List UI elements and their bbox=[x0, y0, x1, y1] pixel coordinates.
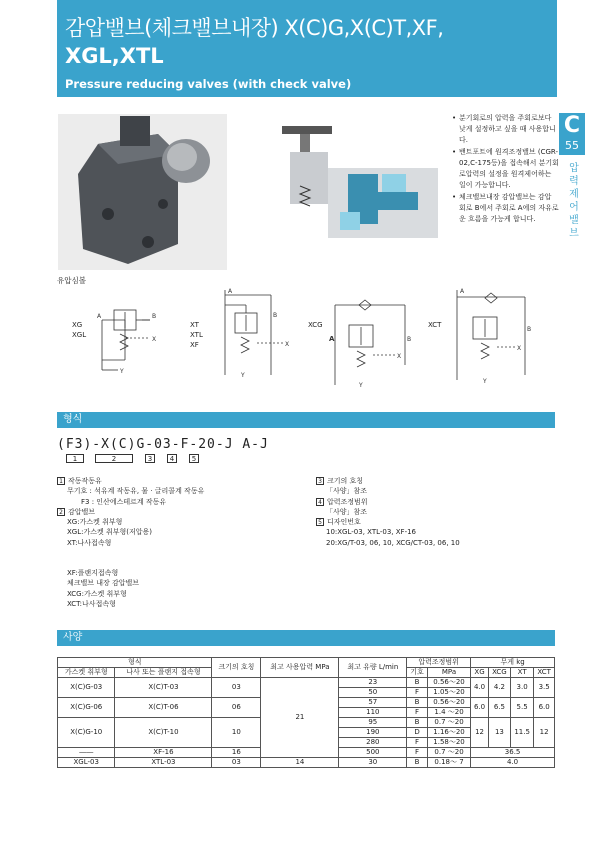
cell-symbol: F bbox=[407, 738, 428, 748]
cell-weight: 11.5 bbox=[510, 718, 533, 748]
chapter-name: 압력제어밸브 bbox=[569, 163, 579, 239]
svg-text:Y: Y bbox=[483, 378, 487, 385]
cell-weight: 6.0 bbox=[471, 698, 489, 718]
legend-item: XCG:가스켓 취부형 bbox=[67, 589, 127, 598]
cell-range: 1.4 ～20 bbox=[427, 708, 470, 718]
cell-symbol: B bbox=[407, 678, 428, 688]
svg-text:B: B bbox=[152, 313, 157, 320]
symbol-label: XTL bbox=[190, 331, 203, 339]
legend-item: 작동작동유 bbox=[68, 477, 102, 485]
legend-item: XT:나사접속형 bbox=[67, 538, 112, 547]
cell-range: 1.05～20 bbox=[427, 688, 470, 698]
legend-item: 감압밸브 bbox=[68, 507, 96, 516]
svg-text:B: B bbox=[407, 336, 412, 343]
feature-notes bbox=[452, 113, 560, 226]
legend-item: 압력조정범위 bbox=[327, 497, 368, 506]
table-row bbox=[58, 678, 555, 688]
legend-item: XCT:나사접속형 bbox=[67, 599, 116, 608]
code-box: 4 bbox=[167, 454, 177, 463]
cell-flow: 280 bbox=[339, 738, 407, 748]
svg-text:Y: Y bbox=[241, 372, 245, 379]
cell-weight: 3.0 bbox=[510, 678, 533, 698]
svg-text:A: A bbox=[97, 313, 102, 320]
legend-item: 「사양」참조 bbox=[326, 487, 368, 496]
th-size: 크기의 호칭 bbox=[212, 658, 261, 678]
cell-gasket-model: ―― bbox=[58, 748, 115, 758]
cell-thread-model: X(C)T-10 bbox=[115, 718, 212, 748]
cell-symbol: F bbox=[407, 708, 428, 718]
cell-weight: 4.0 bbox=[471, 678, 489, 698]
th-model: 형식 bbox=[58, 658, 212, 668]
cell-gasket-model: X(C)G-10 bbox=[58, 718, 115, 748]
th-range: 압력조정범위 bbox=[407, 658, 471, 668]
svg-text:A: A bbox=[329, 335, 335, 343]
cell-flow: 57 bbox=[339, 698, 407, 708]
svg-text:B: B bbox=[273, 312, 278, 319]
cell-weight: 36.5 bbox=[471, 748, 555, 758]
cell-size: 03 bbox=[212, 758, 261, 768]
cell-weight: 4.0 bbox=[471, 758, 555, 768]
cell-symbol: F bbox=[407, 748, 428, 758]
cell-range: 0.18～ 7 bbox=[427, 758, 470, 768]
legend-item: 체크밸브 내장 감압밸브 bbox=[67, 579, 140, 588]
cell-weight: 13 bbox=[488, 718, 510, 748]
symbol-label: XG bbox=[72, 321, 83, 329]
model-legend-right bbox=[316, 476, 460, 548]
legend-item: XF:플랜지접속형 bbox=[67, 569, 119, 578]
cell-weight: 4.2 bbox=[488, 678, 510, 698]
cell-gasket-model: X(C)G-03 bbox=[58, 678, 115, 698]
cell-size: 10 bbox=[212, 718, 261, 748]
cell-weight: 12 bbox=[534, 718, 555, 748]
th-gasket: 가스켓 취부형 bbox=[58, 668, 115, 678]
code-box: 1 bbox=[66, 454, 84, 463]
cell-weight: 6.5 bbox=[488, 698, 510, 718]
symbol-label: XCG bbox=[308, 321, 323, 329]
code-box: 3 bbox=[145, 454, 155, 463]
cell-flow: 95 bbox=[339, 718, 407, 728]
code-box: 2 bbox=[95, 454, 133, 463]
svg-text:X: X bbox=[152, 336, 157, 343]
cell-max-pressure: 21 bbox=[261, 678, 339, 758]
note-item: • 분기회로의 압력을 주회로보다 낮게 설정하고 싶을 때 사용합니다. bbox=[452, 113, 560, 146]
legend-item: 20:XG/T-03, 06, 10, XCG/CT-03, 06, 10 bbox=[326, 538, 460, 547]
model-code: (F3)-X(C)G-03-F-20-J A-J bbox=[57, 437, 269, 452]
item-number: 5 bbox=[316, 518, 324, 526]
svg-text:B: B bbox=[527, 326, 532, 333]
cell-range: 0.7 ～20 bbox=[427, 748, 470, 758]
th-xt: XT bbox=[510, 668, 533, 678]
symbol-heading: 유압심볼 bbox=[57, 276, 86, 285]
cell-range: 0.56～20 bbox=[427, 678, 470, 688]
cutaway-diagram bbox=[278, 114, 448, 248]
cell-symbol: F bbox=[407, 688, 428, 698]
legend-item: 크기의 호칭 bbox=[327, 477, 364, 485]
cell-range: 0.56～20 bbox=[427, 698, 470, 708]
page-number: 55 bbox=[565, 139, 579, 152]
model-legend-left bbox=[57, 476, 204, 609]
page-title: 감압밸브(체크밸브내장) X(C)G,X(C)T,XF, bbox=[65, 16, 444, 40]
symbol-xct bbox=[425, 285, 555, 395]
cell-flow: 23 bbox=[339, 678, 407, 688]
header-banner bbox=[57, 0, 557, 97]
svg-text:X: X bbox=[285, 341, 290, 348]
svg-text:A: A bbox=[460, 288, 465, 295]
svg-text:Y: Y bbox=[120, 368, 124, 375]
cell-flow: 190 bbox=[339, 728, 407, 738]
cell-range: 1.16～20 bbox=[427, 728, 470, 738]
svg-text:Y: Y bbox=[359, 382, 363, 389]
legend-item: F3 : 인산에스테르계 작동유 bbox=[81, 497, 167, 506]
cell-thread-model: XTL-03 bbox=[115, 758, 212, 768]
chapter-letter: C bbox=[563, 113, 581, 138]
th-thread: 나사 또는 플랜지 접속형 bbox=[115, 668, 212, 678]
svg-text:A: A bbox=[228, 288, 233, 295]
note-item: • 체크밸브내장 감압밸브는 감압 회로 B에서 주회로 A에의 자유로운 흐름을 가능케 합니다. bbox=[452, 192, 560, 225]
legend-item: XG:가스켓 취부형 bbox=[67, 518, 123, 527]
symbol-label: XF bbox=[190, 341, 199, 349]
product-photo bbox=[58, 114, 227, 270]
cell-range: 1.58～20 bbox=[427, 738, 470, 748]
cell-symbol: B bbox=[407, 698, 428, 708]
cell-flow: 50 bbox=[339, 688, 407, 698]
legend-item: 디자인번호 bbox=[327, 518, 361, 527]
cell-weight: 5.5 bbox=[510, 698, 533, 718]
th-symbol: 기호 bbox=[407, 668, 428, 678]
cell-range: 0.7 ～20 bbox=[427, 718, 470, 728]
th-xcg: XCG bbox=[488, 668, 510, 678]
page-subtitle: Pressure reducing valves (with check valve) bbox=[65, 77, 352, 91]
svg-text:X: X bbox=[397, 353, 402, 360]
symbol-label: XCT bbox=[428, 321, 442, 329]
cell-symbol: B bbox=[407, 758, 428, 768]
cell-size: 06 bbox=[212, 698, 261, 718]
cell-flow: 110 bbox=[339, 708, 407, 718]
legend-item: 「사양」참조 bbox=[326, 507, 368, 516]
code-box: 5 bbox=[189, 454, 199, 463]
legend-item: 10:XGL-03, XTL-03, XF-16 bbox=[326, 528, 417, 537]
th-xct: XCT bbox=[534, 668, 555, 678]
th-mpa: MPa bbox=[427, 668, 470, 678]
cell-gasket-model: X(C)G-06 bbox=[58, 698, 115, 718]
symbol-label: XT bbox=[190, 321, 199, 329]
th-weight: 무게 kg bbox=[471, 658, 555, 668]
spec-section-header: 사양 bbox=[57, 630, 555, 646]
chapter-tab bbox=[559, 113, 585, 155]
cell-max-pressure: 14 bbox=[261, 758, 339, 768]
cell-thread-model: XF-16 bbox=[115, 748, 212, 758]
symbol-label: XGL bbox=[72, 331, 87, 339]
legend-item: XGL:가스켓 취부형(저압용) bbox=[67, 528, 153, 537]
cell-flow: 500 bbox=[339, 748, 407, 758]
cell-size: 03 bbox=[212, 678, 261, 698]
symbol-xcg bbox=[305, 295, 425, 395]
spec-table bbox=[57, 657, 555, 768]
note-item: • 밴트포트에 원격조정밸브 (CGR-02,C-175등)을 접속해서 분기회로압력의 설정을 원격제어하는 일이 가능합니다. bbox=[452, 147, 560, 191]
symbol-xt bbox=[185, 285, 295, 390]
legend-item: 무기호 : 석유계 작동유, 물 · 글리콜계 작동유 bbox=[67, 487, 205, 496]
cell-symbol: D bbox=[407, 728, 428, 738]
cell-weight: 12 bbox=[471, 718, 489, 748]
th-max-flow: 최고 유량 L/min bbox=[339, 658, 407, 678]
th-max-pressure: 최고 사용압력 MPa bbox=[261, 658, 339, 678]
cell-size: 16 bbox=[212, 748, 261, 758]
item-number: 3 bbox=[316, 477, 324, 485]
cell-weight: 6.0 bbox=[534, 698, 555, 718]
model-section-header: 형식 bbox=[57, 412, 555, 428]
cell-gasket-model: XGL-03 bbox=[58, 758, 115, 768]
cell-flow: 30 bbox=[339, 758, 407, 768]
page-title-models: XGL,XTL bbox=[65, 44, 164, 68]
item-number: 4 bbox=[316, 498, 324, 506]
svg-text:X: X bbox=[517, 345, 522, 352]
item-number: 2 bbox=[57, 508, 65, 516]
item-number: 1 bbox=[57, 477, 65, 485]
cell-thread-model: X(C)T-06 bbox=[115, 698, 212, 718]
table-row bbox=[58, 758, 555, 768]
cell-thread-model: X(C)T-03 bbox=[115, 678, 212, 698]
cell-symbol: B bbox=[407, 718, 428, 728]
symbol-xg bbox=[60, 290, 170, 390]
th-xg: XG bbox=[471, 668, 489, 678]
cell-weight: 3.5 bbox=[534, 678, 555, 698]
